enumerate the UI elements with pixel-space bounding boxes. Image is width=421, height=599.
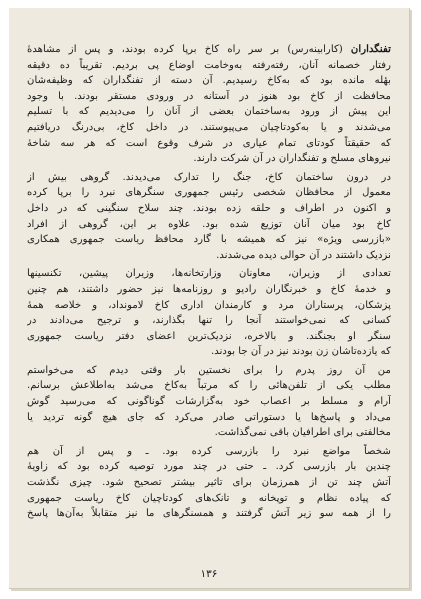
text-line: این پیش از ورود به‌ساختمان بعضی از آنان را می‌دیدیم که با تسلیم [27,106,391,118]
text-line: نزدیک داشتند در آن حوالی دیده می‌شدند. [216,249,391,261]
paragraph-2 [27,170,391,264]
text-line: بهٔله مانده بود که به‌کاخ رسیدیم. آن دسته از تفنگداران که وظیفه‌شان [27,75,391,87]
text-line: می‌داد و پاسخ‌ها یا دستوراتی صادر می‌کرد که جای هیچ گونه تردید یا [27,411,391,423]
text-line: شخصاً مواضع نبرد را بازرسی کرده بود. ـ و پس از آن هم [27,445,391,457]
paragraph-4 [27,363,391,441]
text-line: که پیاده نظام و توپخانه و تانک‌های کودتاچیان کاخ ریاست جمهوری [27,492,391,504]
text-line: که یازده‌تاشان زن بودند نیز در آن جا بودند. [211,346,391,358]
text-line: سنگر او بجنگند. و بالاخره، نزدیک‌ترین اعضای دفتر ریاست جمهوری [27,330,391,342]
text-line: من آن روز پدرم را برای نخستین بار وقتی دیدم که می‌خواستم [27,364,391,376]
text-line: معمول از محافظان شخصی رئیس جمهوری سنگرهای نبرد را برپا کرده [27,187,391,199]
text-line: مخالفتی برای اطرافیان باقی نمی‌گذاشت. [214,427,391,439]
text-line: محافظت از کاخ بود هنوز در آستانه در ورودی مستقر بودند. با وجود [27,90,391,102]
text-line: آتش چند تن از همرزمان برای تاثیر بیشتر تصحیح شود. چیزی نگذشت [27,477,391,489]
text-line: را از همه سو زیر آتش گرفتند و همسنگرهای ما نیز متقابلاً به‌آن‌ها پاسخ [27,508,391,520]
text-line: آرام و مسلط بر اعصاب خود به‌گزارشات گوناگونی که می‌رسید گوش [27,396,391,408]
text-line: تفنگداران (کارابینه‌رس) بر سر راه کاخ برپا کرده بودند، و پس از مشاهدهٔ [27,43,391,55]
text-line: که حقیقتاً کودتای تمام عیاری در شرف وقوع است که هر سه شاخهٔ [27,137,391,149]
text-line: نیروهای مسلح و تفنگداران در آن شرکت دارند. [193,153,391,165]
text-line: و خدمهٔ کاخ و خبرنگاران رادیو و روزنامه‌ها نیز حضور داشتند، هم چنین [27,283,391,295]
paragraph-1 [27,42,391,167]
text-line: «بازرسی ویژه» نیز که همیشه با گارد محافظ ریاست جمهوری همکاری [27,234,391,246]
text-line: و اکنون در اطراف و حلقه زده بودند. چند سلاح سنگینی که در داخل [27,202,391,214]
text-line: کسانی که نمی‌خواستند آنجا را تنها بگذارند، و ترجیح می‌دادند در [27,315,391,327]
book-page [9,8,410,589]
body-text [27,42,391,522]
paragraph-3 [27,266,391,360]
lead-word: تفنگداران [350,43,391,55]
text-line: در درون ساختمان کاخ، جنگ را تدارک می‌دیدند. گروهی بیش از [27,171,391,183]
paragraph-5 [27,444,391,522]
text-line: رفتار خصمانه آنان، رفته‌رفته به‌وخامت اوضاع پی بردیم. تقریباً ده دقیقه [27,59,391,71]
text-line: کاخ بود میان آنان توزیع شده بود. علاوه بر این، گروهی از افراد [27,218,391,230]
text-line: می‌شدند و یا به‌کودتاچیان می‌پیوستند. در داخل کاخ، بی‌درنگ دریافتیم [27,121,391,133]
text-line: تعدادی از وزیران، معاونان وزارتخانه‌ها، وزیران پیشین، تکنسینها [27,268,391,280]
text-line: پزشکان، پرستاران مرد و کارمندان اداری کاخ لامونداد، و خلاصه همهٔ [27,299,391,311]
page-number: ۱۳۶ [200,568,218,580]
text-line: مطلب یکی از تلفن‌هائی را که مرتباً به‌کاخ می‌شد به‌اطلاعش برسانم. [27,380,391,392]
text-line: چندین بار بازرسی کرد. ـ حتی در چند مورد توصیه کرده بود که زاویهٔ [27,461,391,473]
